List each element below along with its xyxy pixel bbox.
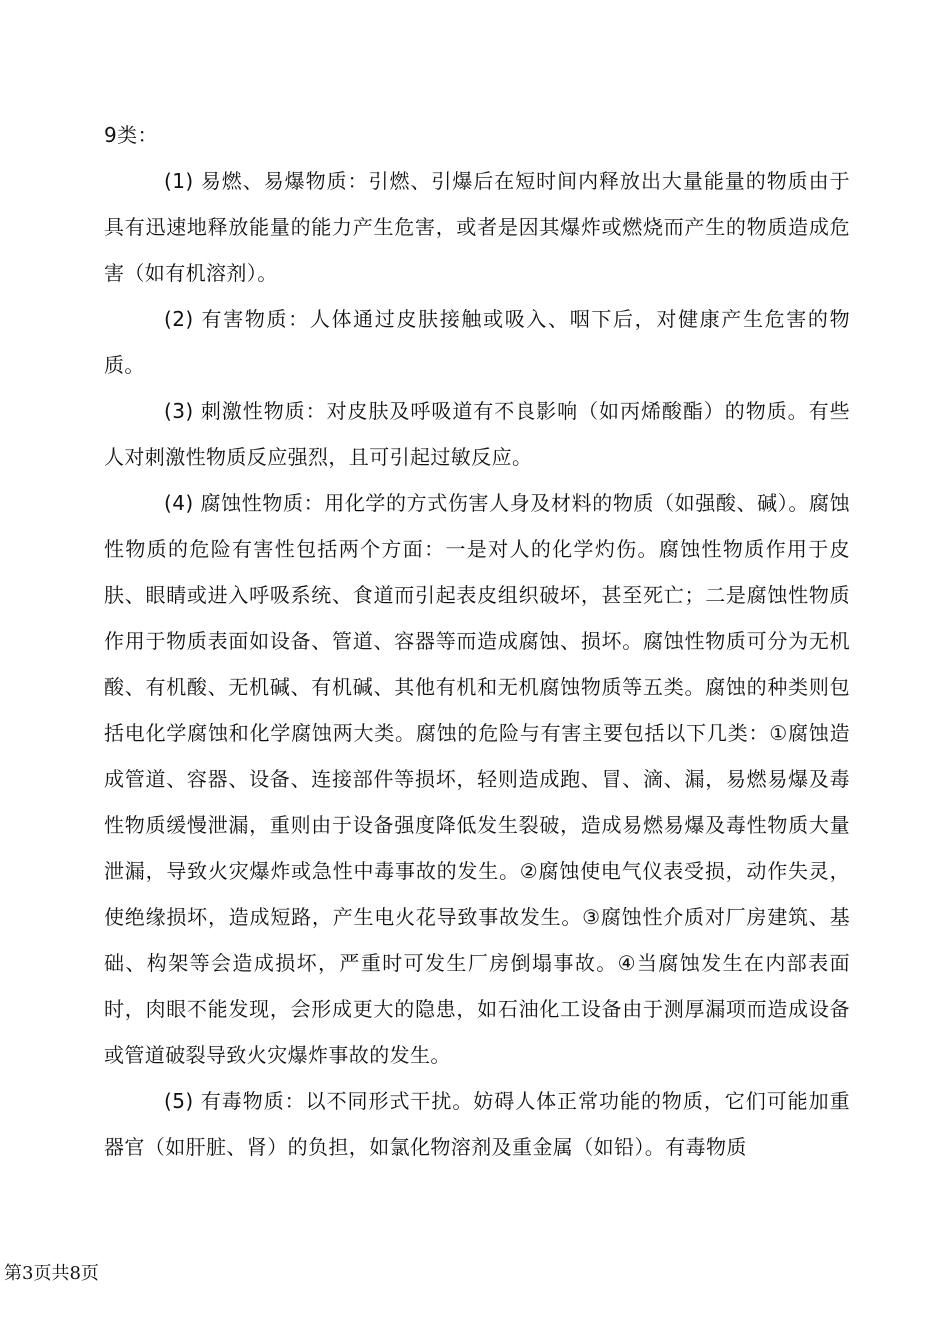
paragraph-toxic: (5) 有毒物质：以不同形式干扰。妨碍人体正常功能的物质，它们可能加重器官（如肝脏、肾）的负担，如氯化物溶剂及重金属（如铅）。有毒物质 (104, 1089, 850, 1159)
paragraph-irritant: (3) 刺激性物质：对皮肤及呼吸道有不良影响（如丙烯酸酯）的物质。有些人对刺激性物质反应强烈，且可引起过敏反应。 (104, 399, 850, 469)
paragraph-harmful: (2) 有害物质：人体通过皮肤接触或吸入、咽下后，对健康产生危害的物质。 (104, 307, 850, 377)
document-body (104, 112, 850, 1170)
lead-line: 9类： (104, 123, 158, 147)
page-number-footer: 第3页共8页 (4, 1263, 99, 1284)
paragraph-flammable-explosive: (1) 易燃、易爆物质：引燃、引爆后在短时间内释放出大量能量的物质由于具有迅速地释放能量的能力产生危害，或者是因其爆炸或燃烧而产生的物质造成危害（如有机溶剂）。 (104, 169, 850, 285)
paragraph-corrosive: (4) 腐蚀性物质：用化学的方式伤害人身及材料的物质（如强酸、碱）。腐蚀性物质的危险有害性包括两个方面：一是对人的化学灼伤。腐蚀性物质作用于皮肤、眼睛或进入呼吸系统、食道而引起表皮组织破坏，甚至死亡；二是腐蚀性物质作用于物质表面如设备、管道、容器等而造成腐蚀、损坏。腐蚀性物质可分为无机酸、有机酸、无机碱、有机碱、其他有机和无机腐蚀物质等五类。腐蚀的种类则包括电化学腐蚀和化学腐蚀两大类。腐蚀的危险与有害主要包括以下几类：①腐蚀造成管道、容器、设备、连接部件等损坏，轻则造成跑、冒、滴、漏，易燃易爆及毒性物质缓慢泄漏，重则由于设备强度降低发生裂破，造成易燃易爆及毒性物质大量泄漏，导致火灾爆炸或急性中毒事故的发生。②腐蚀使电气仪表受损，动作失灵，使绝缘损坏，造成短路，产生电火花导致事故发生。③腐蚀性介质对厂房建筑、基础、构架等会造成损坏，严重时可发生厂房倒塌事故。④当腐蚀发生在内部表面时，肉眼不能发现，会形成更大的隐患，如石油化工设备由于测厚漏项而造成设备或管道破裂导致火灾爆炸事故的发生。 (104, 491, 850, 1067)
